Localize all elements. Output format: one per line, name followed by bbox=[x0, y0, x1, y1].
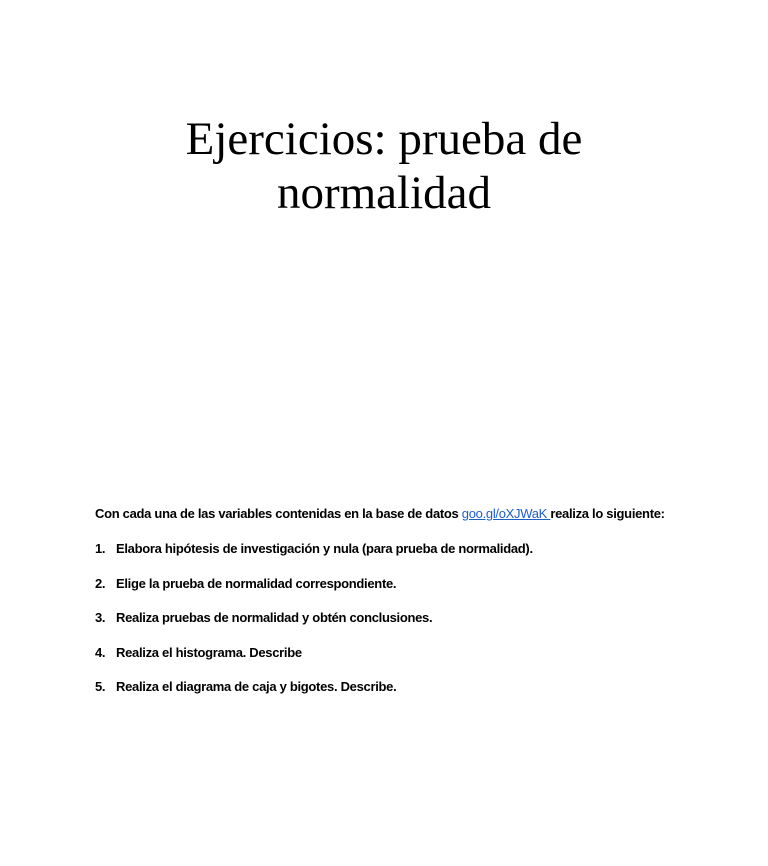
list-item-text: Elige la prueba de normalidad correspondiente. bbox=[116, 575, 397, 591]
intro-text-before-link: Con cada una de las variables contenidas en la base de datos bbox=[95, 506, 462, 521]
intro-text-after-link: realiza lo siguiente: bbox=[550, 506, 665, 521]
list-item-text: Elabora hipótesis de investigación y nula (para prueba de normalidad). bbox=[116, 541, 533, 556]
page-title-line-1: Ejercicios: prueba de bbox=[185, 113, 583, 165]
list-item-number: 3. bbox=[95, 610, 106, 625]
list-item-text: Realiza el diagrama de caja y bigotes. Describe. bbox=[116, 679, 397, 694]
intro-paragraph bbox=[95, 505, 735, 523]
list-item bbox=[95, 644, 735, 662]
list-item-number: 2. bbox=[95, 575, 106, 591]
page-title-line-2: normalidad bbox=[276, 167, 492, 219]
steps-list bbox=[95, 540, 735, 713]
list-item bbox=[95, 575, 735, 593]
list-item bbox=[95, 609, 735, 627]
list-item-number: 5. bbox=[95, 679, 106, 694]
list-item bbox=[95, 540, 735, 558]
list-item-number: 1. bbox=[95, 541, 106, 556]
list-item bbox=[95, 678, 735, 696]
list-item-text: Realiza pruebas de normalidad y obtén conclusiones. bbox=[116, 610, 433, 625]
page-title bbox=[0, 112, 768, 220]
list-item-text: Realiza el histograma. Describe bbox=[116, 644, 302, 660]
list-item-number: 4. bbox=[95, 644, 106, 660]
database-link[interactable]: goo.gl/oXJWaK bbox=[461, 506, 551, 521]
